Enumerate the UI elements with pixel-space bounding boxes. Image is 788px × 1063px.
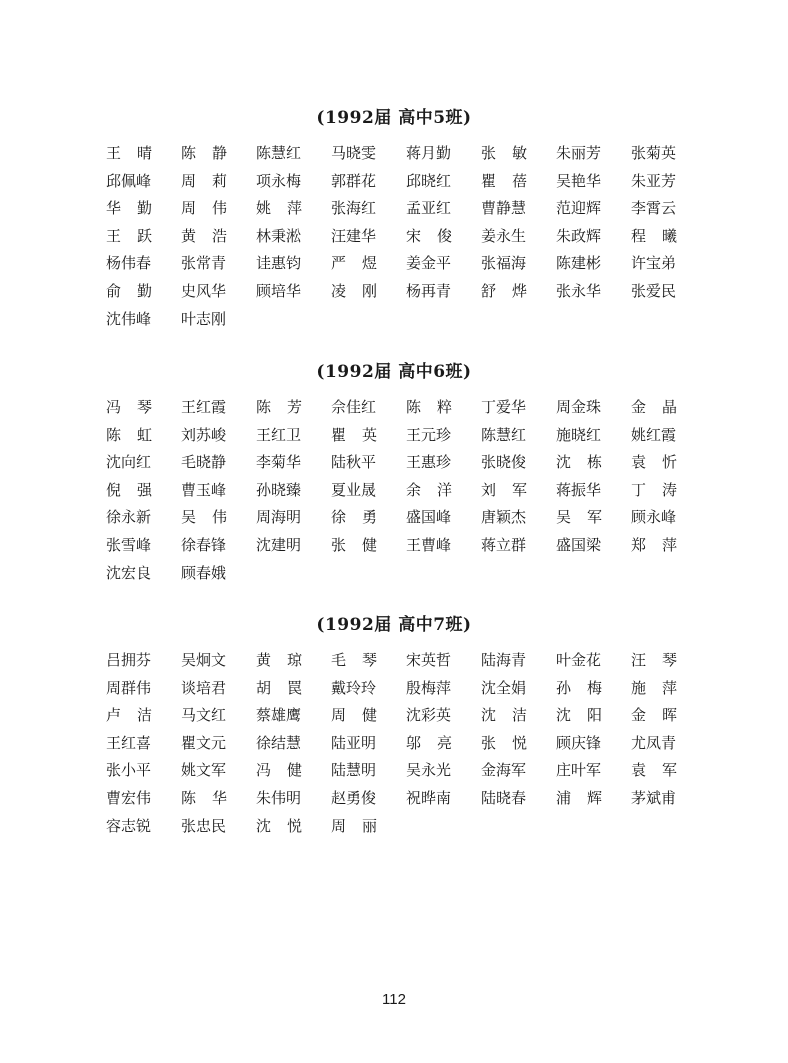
student-name: 曹宏伟 bbox=[106, 788, 152, 807]
student-name: 姜金平 bbox=[406, 254, 452, 273]
student-name: 陈 华 bbox=[181, 788, 227, 807]
student-name: 陆慧明 bbox=[331, 761, 377, 780]
student-name: 史风华 bbox=[181, 281, 227, 300]
student-name: 盛国峰 bbox=[406, 508, 452, 527]
student-name: 顾春娥 bbox=[181, 563, 227, 582]
student-name: 吴 伟 bbox=[181, 508, 227, 527]
student-name: 郑 萍 bbox=[631, 535, 677, 554]
student-name: 沈全娟 bbox=[481, 678, 527, 697]
student-name: 朱政辉 bbox=[556, 226, 602, 245]
student-name: 孙 梅 bbox=[556, 678, 602, 697]
student-name: 吕拥芬 bbox=[106, 651, 152, 669]
student-name: 杨再青 bbox=[406, 281, 452, 300]
student-name: 张 健 bbox=[331, 535, 377, 554]
section-title: (1992届 高中7班) bbox=[316, 615, 472, 635]
student-name: 林秉淞 bbox=[256, 226, 302, 245]
student-name: 顾庆锋 bbox=[556, 733, 602, 752]
student-name: 庄叶军 bbox=[556, 761, 602, 780]
student-name: 俞 勤 bbox=[106, 281, 152, 300]
student-name: 周 健 bbox=[331, 706, 377, 725]
student-name: 沈 栋 bbox=[556, 453, 602, 472]
student-name: 邬 亮 bbox=[406, 733, 452, 752]
student-name: 袁 军 bbox=[631, 761, 677, 780]
student-name: 沈伟峰 bbox=[106, 309, 152, 328]
student-name: 刘苏峻 bbox=[181, 425, 227, 444]
student-name: 孟亚红 bbox=[406, 199, 452, 218]
student-name: 周海明 bbox=[256, 508, 302, 527]
student-name: 汪建华 bbox=[331, 226, 377, 245]
student-name: 陈慧红 bbox=[256, 144, 302, 162]
student-name: 周金珠 bbox=[556, 398, 602, 416]
student-name: 冯 琴 bbox=[106, 398, 152, 416]
student-name: 杨伟春 bbox=[106, 254, 152, 273]
student-name: 凌 刚 bbox=[331, 281, 377, 300]
student-name: 瞿 蓓 bbox=[481, 171, 527, 190]
student-name: 蔡雄鹰 bbox=[256, 706, 302, 725]
student-name: 佘佳红 bbox=[331, 398, 377, 416]
student-name: 王 晴 bbox=[106, 144, 152, 162]
student-name: 赵勇俊 bbox=[331, 788, 377, 807]
student-name: 吴永光 bbox=[406, 761, 452, 780]
student-name: 瞿文元 bbox=[181, 733, 227, 752]
student-name: 朱丽芳 bbox=[556, 144, 602, 162]
student-name: 徐 勇 bbox=[331, 508, 377, 527]
student-name: 徐春锋 bbox=[181, 535, 227, 554]
student-name: 姚红霞 bbox=[631, 425, 677, 444]
student-name: 邱佩峰 bbox=[106, 171, 152, 190]
student-name: 陈 静 bbox=[181, 144, 227, 162]
student-name: 姚 萍 bbox=[256, 199, 302, 218]
student-name: 陈 芳 bbox=[256, 398, 302, 416]
student-name: 蒋立群 bbox=[481, 535, 527, 554]
student-name: 刘 军 bbox=[481, 480, 527, 499]
student-name: 顾永峰 bbox=[631, 508, 677, 527]
student-name: 陆亚明 bbox=[331, 733, 377, 752]
student-name: 程 曦 bbox=[631, 226, 677, 245]
student-name: 李菊华 bbox=[256, 453, 302, 472]
student-name: 殷梅萍 bbox=[406, 678, 452, 697]
student-name: 张晓俊 bbox=[481, 453, 527, 472]
name-list bbox=[106, 650, 686, 843]
student-name: 施 萍 bbox=[631, 678, 677, 697]
student-name: 袁 忻 bbox=[631, 453, 677, 472]
student-name: 马晓雯 bbox=[331, 144, 377, 162]
student-name: 吴炯文 bbox=[181, 651, 227, 669]
student-name: 毛晓静 bbox=[181, 453, 227, 472]
student-name: 卢 洁 bbox=[106, 706, 152, 725]
student-name: 王元珍 bbox=[406, 425, 452, 444]
student-name: 郭群花 bbox=[331, 171, 377, 190]
student-name: 陈慧红 bbox=[481, 425, 527, 444]
student-name: 华 勤 bbox=[106, 199, 152, 218]
student-name: 邱晓红 bbox=[406, 171, 452, 190]
student-name: 蒋振华 bbox=[556, 480, 602, 499]
student-name: 陈建彬 bbox=[556, 254, 602, 273]
student-name: 舒 烨 bbox=[481, 281, 527, 300]
student-name: 沈向红 bbox=[106, 453, 152, 472]
student-name: 王红霞 bbox=[181, 398, 227, 416]
student-name: 金 晖 bbox=[631, 706, 677, 725]
student-name: 金 晶 bbox=[631, 398, 677, 416]
student-name: 祝晔南 bbox=[406, 788, 452, 807]
student-name: 曹玉峰 bbox=[181, 480, 227, 499]
student-name: 张福海 bbox=[481, 254, 527, 273]
student-name: 瞿 英 bbox=[331, 425, 377, 444]
student-name: 张 敏 bbox=[481, 144, 527, 162]
student-name: 吴 军 bbox=[556, 508, 602, 527]
student-name: 顾培华 bbox=[256, 281, 302, 300]
student-name: 张永华 bbox=[556, 281, 602, 300]
student-name: 丁爱华 bbox=[481, 398, 527, 416]
student-name: 黄 浩 bbox=[181, 226, 227, 245]
student-name: 马文红 bbox=[181, 706, 227, 725]
student-name: 丁 涛 bbox=[631, 480, 677, 499]
student-name: 严 煜 bbox=[331, 254, 377, 273]
student-name: 周 伟 bbox=[181, 199, 227, 218]
student-name: 张海红 bbox=[331, 199, 377, 218]
student-name: 吴艳华 bbox=[556, 171, 602, 190]
student-name: 蒋月勤 bbox=[406, 144, 452, 162]
student-name: 陈 粹 bbox=[406, 398, 452, 416]
student-name: 黄 琼 bbox=[256, 651, 302, 669]
student-name: 毛 琴 bbox=[331, 651, 377, 669]
student-name: 金海军 bbox=[481, 761, 527, 780]
student-name: 陆秋平 bbox=[331, 453, 377, 472]
student-name: 范迎辉 bbox=[556, 199, 602, 218]
student-name: 宋英哲 bbox=[406, 651, 452, 669]
student-name: 朱伟明 bbox=[256, 788, 302, 807]
student-name: 唐颖杰 bbox=[481, 508, 527, 527]
student-name: 沈建明 bbox=[256, 535, 302, 554]
student-name: 沈 洁 bbox=[481, 706, 527, 725]
student-name: 沈彩英 bbox=[406, 706, 452, 725]
name-list bbox=[106, 397, 686, 590]
student-name: 余 洋 bbox=[406, 480, 452, 499]
student-name: 浦 辉 bbox=[556, 788, 602, 807]
student-name: 周群伟 bbox=[106, 678, 152, 697]
student-name: 盛国梁 bbox=[556, 535, 602, 554]
section-title: (1992届 高中6班) bbox=[316, 362, 472, 382]
student-name: 沈宏良 bbox=[106, 563, 152, 582]
student-name: 王曹峰 bbox=[406, 535, 452, 554]
student-name: 张小平 bbox=[106, 761, 152, 780]
student-name: 沈 悦 bbox=[256, 816, 302, 835]
student-name: 胡 罠 bbox=[256, 678, 302, 697]
student-name: 姚文军 bbox=[181, 761, 227, 780]
student-name: 许宝弟 bbox=[631, 254, 677, 273]
student-name: 李霄云 bbox=[631, 199, 677, 218]
student-name: 项永梅 bbox=[256, 171, 302, 190]
student-name: 王红卫 bbox=[256, 425, 302, 444]
student-name: 陆海青 bbox=[481, 651, 527, 669]
student-name: 周 丽 bbox=[331, 816, 377, 835]
student-name: 曹静慧 bbox=[481, 199, 527, 218]
student-name: 朱亚芳 bbox=[631, 171, 677, 190]
student-name: 张忠民 bbox=[181, 816, 227, 835]
student-name: 施晓红 bbox=[556, 425, 602, 444]
student-name: 冯 健 bbox=[256, 761, 302, 780]
student-name: 徐结慧 bbox=[256, 733, 302, 752]
student-name: 陈 虹 bbox=[106, 425, 152, 444]
student-name: 陆晓春 bbox=[481, 788, 527, 807]
student-name: 徐永新 bbox=[106, 508, 152, 527]
student-name: 倪 强 bbox=[106, 480, 152, 499]
page-number: 112 bbox=[382, 991, 406, 1008]
student-name: 张常青 bbox=[181, 254, 227, 273]
student-name: 诖惠钧 bbox=[256, 254, 302, 273]
student-name: 周 莉 bbox=[181, 171, 227, 190]
student-name: 夏业晟 bbox=[331, 480, 377, 499]
student-name: 王 跃 bbox=[106, 226, 152, 245]
section-title: (1992届 高中5班) bbox=[316, 108, 472, 128]
student-name: 张爱民 bbox=[631, 281, 677, 300]
student-name: 张雪峰 bbox=[106, 535, 152, 554]
student-name: 张菊英 bbox=[631, 144, 677, 162]
student-name: 王惠珍 bbox=[406, 453, 452, 472]
student-name: 茅斌甫 bbox=[631, 788, 677, 807]
student-name: 汪 琴 bbox=[631, 651, 677, 669]
student-name: 张 悦 bbox=[481, 733, 527, 752]
student-name: 孙晓臻 bbox=[256, 480, 302, 499]
student-name: 容志锐 bbox=[106, 816, 152, 835]
student-name: 叶志刚 bbox=[181, 309, 227, 328]
student-name: 戴玲玲 bbox=[331, 678, 377, 697]
student-name: 谈培君 bbox=[181, 678, 227, 697]
name-list bbox=[106, 143, 686, 336]
student-name: 沈 阳 bbox=[556, 706, 602, 725]
student-name: 尤凤青 bbox=[631, 733, 677, 752]
student-name: 王红喜 bbox=[106, 733, 152, 752]
student-name: 叶金花 bbox=[556, 651, 602, 669]
student-name: 宋 俊 bbox=[406, 226, 452, 245]
student-name: 姜永生 bbox=[481, 226, 527, 245]
